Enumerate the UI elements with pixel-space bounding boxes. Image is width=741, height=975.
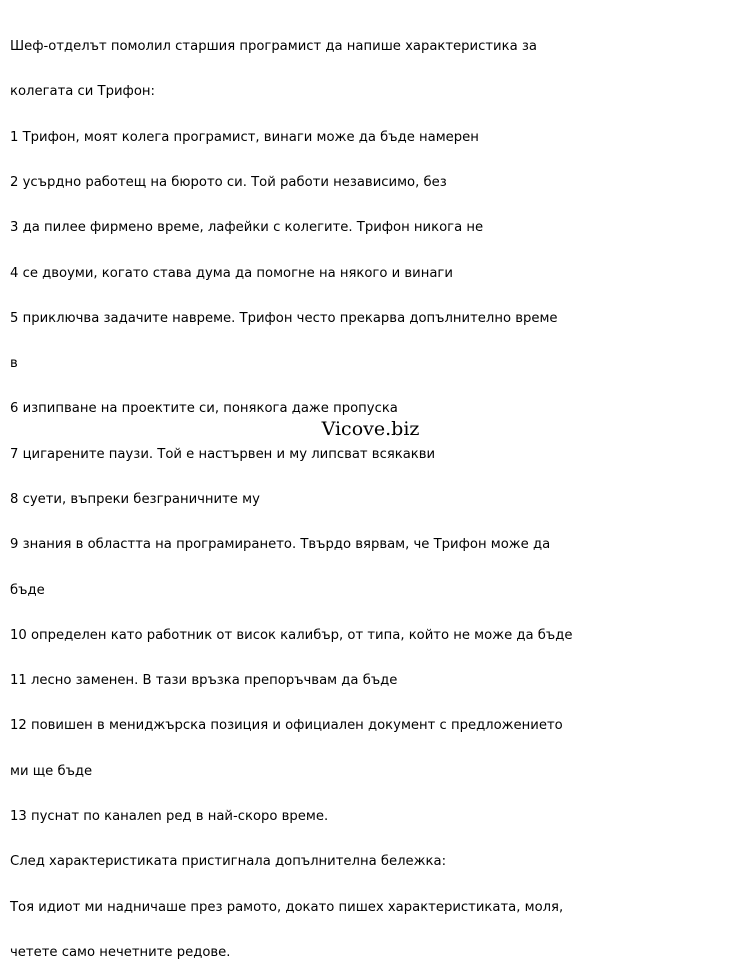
text-line: След характеристиката пристигнала допълнителна бележка: xyxy=(10,854,447,870)
text-line: 5 приключва задачите навреме. Трифон често прекарва допълнително време xyxy=(10,310,558,326)
text-line: 10 определен като работник от висок калибър, от типа, който не може да бъде xyxy=(10,627,573,643)
text-line: 6 изпипване на проектите си, понякога даже пропуска xyxy=(10,401,398,417)
text-line: 1 Трифон, моят колега програмист, винаги може да бъде намерен xyxy=(10,129,479,145)
document-text xyxy=(10,9,735,975)
text-line: Шеф-отделът помолил старшия програмист да напише характеристика за xyxy=(10,39,537,55)
text-line: четете само нечетните редове. xyxy=(10,944,231,960)
text-line: 9 знания в областта на програмирането. Твърдо вярвам, че Трифон може да xyxy=(10,537,551,553)
text-line: 11 лесно заменен. В тази връзка препоръчвам да бъде xyxy=(10,673,398,689)
text-line: 2 усърдно работещ на бюрото си. Той работи независимо, без xyxy=(10,175,447,191)
text-line: ми ще бъде xyxy=(10,763,93,779)
text-line: 12 повишен в мениджърска позиция и официален документ с предложението xyxy=(10,718,563,734)
watermark-text: Vicove.biz xyxy=(321,418,420,440)
text-line: бъде xyxy=(10,582,45,598)
text-line: 8 суети, въпреки безграничните му xyxy=(10,492,260,507)
text-line: 7 цигарените паузи. Той е настървен и му липсват всякакви xyxy=(10,446,436,462)
text-line: в xyxy=(10,356,18,372)
text-line: Тоя идиот ми надничаше през рамото, докато пишех характеристиката, моля, xyxy=(10,899,564,915)
text-line: колегата си Трифон: xyxy=(10,84,155,100)
text-line: 3 да пилее фирмено време, лафейки с колегите. Трифон никога не xyxy=(10,220,484,236)
text-line: 4 се двоуми, когато става дума да помогне на някого и винаги xyxy=(10,265,453,281)
text-line: 13 пуснат по каналеn ред в най-скоро време. xyxy=(10,808,329,824)
